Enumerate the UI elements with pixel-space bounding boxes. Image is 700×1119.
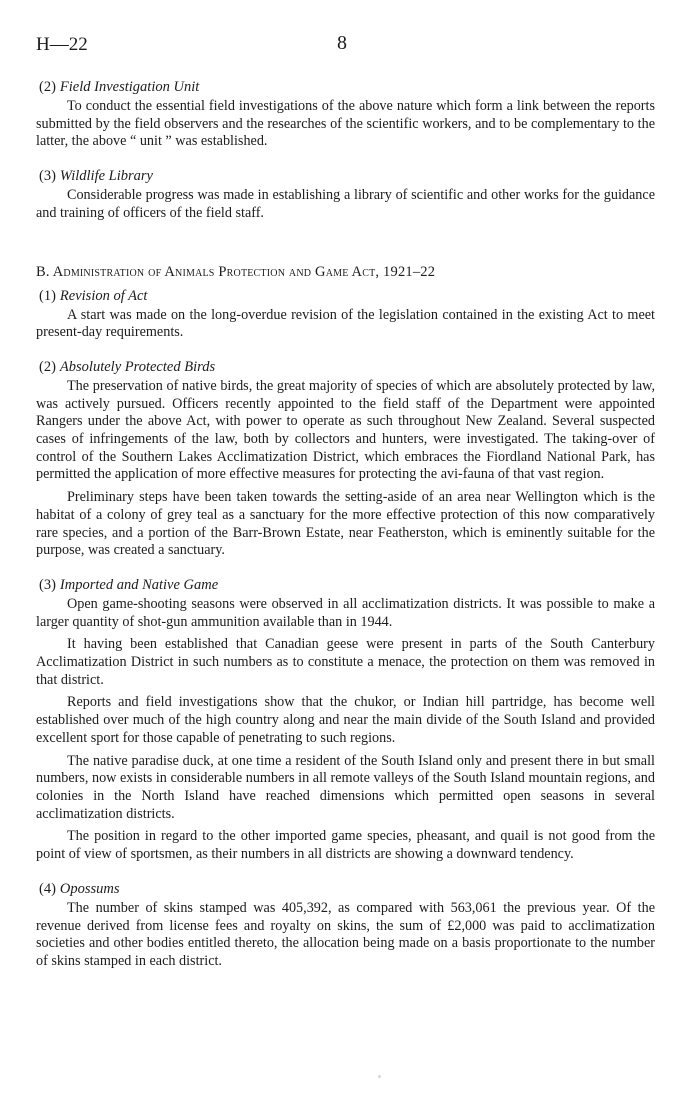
- subsection-heading: Wildlife Library: [59, 168, 153, 185]
- subsection-title-revision: [39, 287, 655, 305]
- page-reference: H—22: [36, 34, 88, 55]
- subsection-number: (4): [39, 880, 56, 897]
- subsection-title-protected-birds: [39, 358, 655, 376]
- subsection-title-wildlife-library: [39, 167, 655, 185]
- page-number: 8: [337, 32, 347, 54]
- document-page: [36, 30, 655, 971]
- section-b-heading: B. Administration of Animals Protection and Game Act, 1921–22: [36, 263, 436, 280]
- subsection-number: (3): [39, 576, 56, 593]
- subsection-heading: Imported and Native Game: [59, 576, 219, 593]
- paragraph-wildlife-library-1: Considerable progress was made in establishing a library of scientific and other works for the guidance and training of officers of the field staff.: [36, 187, 655, 221]
- subsection-number: (1): [39, 287, 56, 304]
- paragraph-game-3: Reports and field investigations show that the chukor, or Indian hill partridge, has become well established over much of the high country along and near the main divide of the South Island and provided excellent sport for those capable of penetrating to such regions.: [36, 694, 655, 746]
- paragraph-game-5: The position in regard to the other imported game species, pheasant, and quail is not good from the point of view of sportsmen, as their numbers in all districts are showing a downward tendency.: [36, 828, 655, 863]
- scan-speck: [378, 1075, 381, 1078]
- subsection-number: (3): [39, 168, 56, 185]
- subsection-heading: Absolutely Protected Birds: [59, 358, 216, 375]
- subsection-heading: Opossums: [59, 880, 120, 897]
- paragraph-opossums-1: The number of skins stamped was 405,392, as compared with 563,061 the previous year. Of the revenue derived from license fees and royalty on skins, the sum of £2,000 was paid to acclimatization societies and other bodies entitled thereto, the allocation being made on a basis proportionate to the number of skins stamped in each district.: [36, 899, 655, 969]
- subsection-title-field-unit: [39, 78, 655, 96]
- subsection-heading: Revision of Act: [59, 287, 148, 304]
- paragraph-protected-birds-2: Preliminary steps have been taken towards the setting-aside of an area near Wellington which is the habitat of a colony of grey teal as a sanctuary for the more effective protection of this now comparatively rare species, and a portion of the Barr-Brown Estate, near Featherston, which is eminently suitable for the purpose, was created a sanctuary.: [36, 489, 655, 559]
- subsection-number: (2): [39, 79, 56, 95]
- subsection-heading: Field Investigation Unit: [59, 79, 200, 95]
- paragraph-field-unit-1: To conduct the essential field investigations of the above nature which form a link between the reports submitted by the field observers and the researches of the scientific workers, and to be complementary to the latter, the above “ unit ” was established.: [36, 98, 655, 150]
- page-header: [36, 30, 655, 58]
- paragraph-protected-birds-1: The preservation of native birds, the great majority of species of which are absolutely protected by law, was actively pursued. Officers recently appointed to the field staff of the Department were appointed Rangers under the above Act, with power to operate as such throughout New Zealand. Several suspected cases of infringements of the law, both by collectors and hunters, were investigated. The taking-over of control of the Southern Lakes Acclimatization District, which embraces the Fiordland National Park, has permitted the application of more effective measures for protecting the avi-fauna of that vast region.: [36, 377, 655, 483]
- subsection-title-opossums: [39, 880, 655, 898]
- subsection-number: (2): [39, 358, 56, 375]
- paragraph-game-1: Open game-shooting seasons were observed in all acclimatization districts. It was possible to make a larger quantity of shot-gun ammunition available than in 1944.: [36, 595, 655, 630]
- paragraph-revision-1: A start was made on the long-overdue revision of the legislation contained in the existing Act to meet present-day requirements.: [36, 306, 655, 341]
- subsection-title-game: [39, 576, 655, 594]
- paragraph-game-4: The native paradise duck, at one time a resident of the South Island only and present there in but small numbers, now exists in considerable numbers in all remote valleys of the South Island mountain regions, and colonies in the North Island have reached dimensions which permitted open seasons in several acclimatization districts.: [36, 752, 655, 822]
- paragraph-game-2: It having been established that Canadian geese were present in parts of the South Canterbury Acclimatization District in such numbers as to constitute a menace, the protection on them was removed in that district.: [36, 636, 655, 688]
